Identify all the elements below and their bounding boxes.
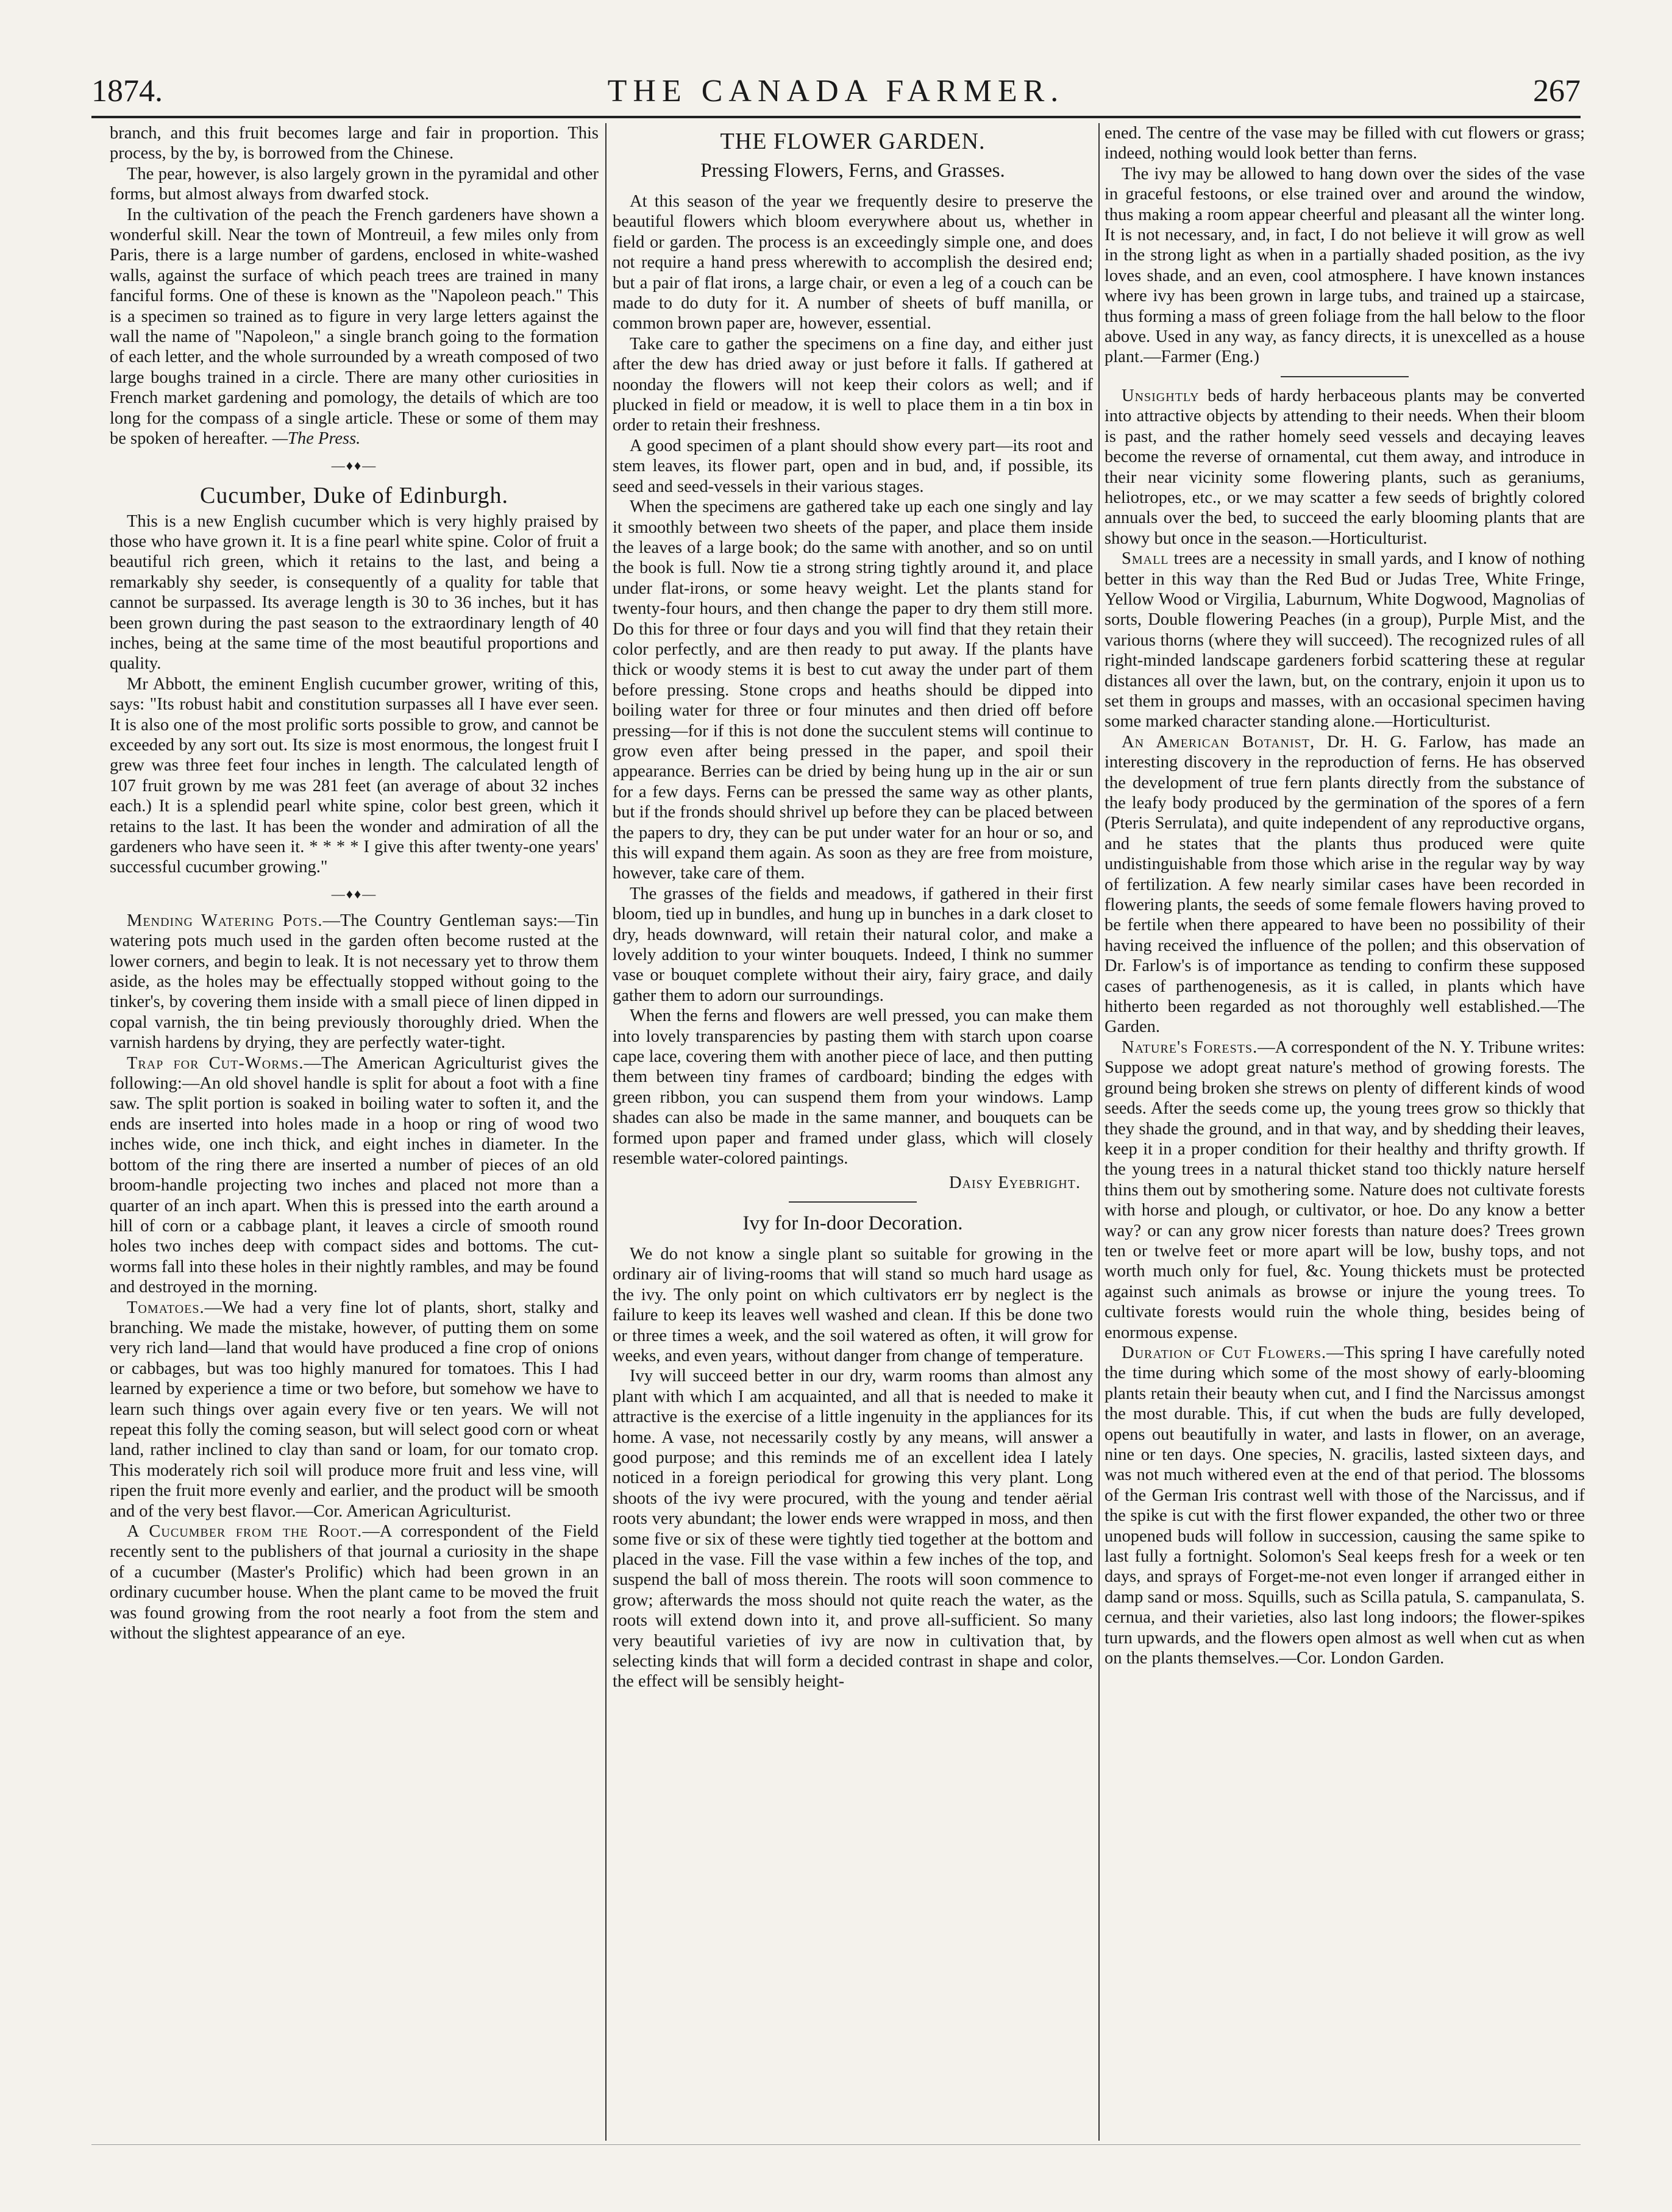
paragraph-text: Dr. H. G. Farlow, has made an interesting discovery in the reproduction of ferns. He has observed the development of true fern plants directly from the substance of the leafy body produced by the germination of the spores of a fern (Pteris Serrulata), and quite independent of any reproductive organs, and he states that the plants thus produced were quite undistinguishable from those which arise in the regular way by way of fertilization. A few nearly similar cases have been recorded in flowering plants, the seeds of some female flowers having proved to be fertile when there appeared to have been no possibility of their having received the influence of the pollen; and this observation of Dr. Farlow's is of importance as tending to confirm these supposed cases of parthenogenesis, as it is called, in plants which have hitherto been regarded as not thoroughly well established.—The Garden. [1105,732,1585,1037]
paragraph [1105,732,1585,1037]
column-divider [605,123,607,2141]
paragraph: Ivy will succeed better in our dry, warm rooms than almost any plant with which I am acquainted, and all that is needed to make it attractive is the exercise of a little ingenuity in the appliances for its home. A vase, not necessarily costly by any means, will answer a good purpose; and this reminds me of an excellent idea I lately noticed in a foreign periodical for growing this very plant. Long shoots of the ivy were procured, with the young and tender aërial roots very abundant; the lower ends were wrapped in moss, and then some five or six of these were tightly tied together at the bottom and placed in the vase. Fill the vase within a few inches of the top, and suspend the ball of moss therein. The roots will soon commence to grow; afterwards the moss should not quite reach the water, as the roots will extend down into it, and prove all-sufficient. So many very beautiful varieties of ivy are now in cultivation that, by selecting kinds that will form a decided contrast in shape and color, the effect will be sensibly height- [613,1367,1093,1691]
paragraph: When the ferns and flowers are well pressed, you can make them into lovely transparencies by pasting them with starch upon coarse cape lace, covering them with another piece of lace, and then putting them between tiny frames of cardboard; binding the edges with green ribbon, you can suspend them from your windows. Lamp shades can also be made in the same manner, and bouquets can be formed upon paper and framed under glass, which will closely resemble water-colored paintings. [613,1006,1093,1168]
masthead-year: 1874. [91,74,163,108]
masthead [91,73,1581,116]
page-number: 267 [1533,74,1581,108]
source-credit: —The Press. [272,429,361,449]
run-in-heading: Trap for Cut-Worms. [127,1053,304,1073]
paragraph [1105,1343,1585,1669]
paragraph: branch, and this fruit becomes large and fair in proportion. This process, by the by, is borrowed from the Chinese. [110,124,599,163]
paragraph [1105,386,1585,549]
run-in-heading: Tomatoes. [127,1298,205,1317]
paragraph [110,911,599,1053]
section-divider: —♦♦— [331,457,377,473]
paragraph: A good specimen of a plant should show every part—its root and stem leaves, its flower part, open and in bud, and, if possible, its seed and seed-vessels in their various stages. [613,436,1093,496]
masthead-rule [91,116,1581,118]
paragraph: The grasses of the fields and meadows, if gathered in their first bloom, tied up in bundles, and hung up in bunches in a dark closet to dry, heads downward, will retain their natural color, and make a lovely addition to your winter bouquets. Indeed, I think no summer vase or bouquet complete without their airy, fairy grace, and daily gather them to adorn our surroundings. [613,884,1093,1005]
article-heading: Cucumber, Duke of Edinburgh. [200,482,508,508]
run-in-heading: Unsightly [1122,386,1200,405]
section-heading: THE FLOWER GARDEN. [720,129,986,154]
run-in-heading: Nature's Forests. [1122,1037,1258,1057]
column-divider [1098,123,1100,2141]
run-in-heading: An American Botanist, [1122,732,1315,752]
paragraph [1105,1037,1585,1343]
paragraph-text: trees are a necessity in small yards, and I know of nothing better in this way than the Red Bud or Judas Tree, White Fringe, Yellow Wood or Virgilia, Laburnum, White Dogwood, Magnolias of sorts, Double flowering Peaches (in a group), Purple Mist, and the various thorns (where they will succeed). The recognized rules of all right-minded landscape gardeners forbid scattering these at regular distances all over the lawn, but, on the contrary, enjoin it upon us to set them in groups and masses, with an occasional specimen having some marked character standing alone.—Horticulturist. [1105,549,1585,731]
paragraph-text: —A correspondent of the Field recently sent to the publishers of that journal a curiosity in the shape of a cucumber (Master's Prolific) which had been grown in an ordinary cucumber house. When the plant came to be moved the fruit was found growing from the root nearly a foot from the stem and without the slightest appearance of an eye. [110,1522,599,1643]
paragraph: ened. The centre of the vase may be filled with cut flowers or grass; indeed, nothing would look better than ferns. [1105,124,1585,163]
paragraph [110,1298,599,1521]
section-rule [1281,376,1409,377]
paragraph-text: In the cultivation of the peach the French gardeners have shown a wonderful skill. Near the town of Montreuil, a few miles only from Paris, there is a large number of gardens, enclosed in white-washed walls, against the surface of which peach trees are trained in many fanciful forms. One of these is known as the "Napoleon peach." This is a specimen so trained as to figure in very large letters against the wall the name of "Napoleon," a single branch going to the formation of each letter, and the whole surrounded by a wreath composed of two large boughs trained in a circle. There are many other curiosities in French market gardening and pomology, the details of which are too long for the compass of a single article. These or some of them may be spoken of hereafter. [110,205,599,449]
run-in-heading: A Cucumber from the Root. [127,1522,363,1541]
paragraph: This is a new English cucumber which is very highly praised by those who have grown it. It is a fine pearl white spine. Color of fruit a beautiful rich green, which it retains to the last, and being a remarkably shy seeder, is consequently of a quality for table that cannot be surpassed. Its average length is 30 to 36 inches, but it has been grown during the past season to the extraordinary length of 40 inches, being at the same time of the most beautiful proportions and quality. [110,511,599,674]
section-rule [789,1201,917,1203]
paragraph: When the specimens are gathered take up each one singly and lay it smoothly between two sheets of the paper, and place them inside the leaves of a large book; do the same with another, and so on until the book is full. Now tie a strong string tightly around it, and place under flat-irons, or some heavy weight. Let the plants stand for twenty-four hours, and then change the paper to dry them still more. Do this for three or four days and you will find that they retain their color perfectly, and are then ready to put away. If the plants have thick or woody stems it is best to cut away the under part of them before pressing. Stone crops and heaths should be dipped into boiling water for three or four minutes and then dried off before pressing—for if this is not done the succulent stems will continue to grow even after being pressed in the paper, and spoil their appearance. Berries can be dried by being hung up in the air or sun for a few days. Ferns can be pressed the same way as other plants, but if the fronds should shrivel up before they can be placed between the papers to dry, they can be put under water for an hour or so, and this will expand them again. As soon as they are free from moisture, however, take care of them. [613,497,1093,883]
paragraph-text: —We had a very fine lot of plants, short, stalky and branching. We made the mistake, however, of putting them on some very rich land—land that would have produced a fine crop of onions or cabbages, but was too highly manured for tomatoes. This I had learned by experience a time or two before, but somehow we have to learn such things over again every five or ten years. We will not repeat this folly the coming season, but will select good corn or wheat land, rather inclined to clay than sand or loam, for our tomato crop. This moderately rich soil will produce more fruit and less vine, will ripen the fruit more evenly and earlier, and the product will be smooth and of the very best flavor.—Cor. American Agriculturist. [110,1298,599,1521]
paragraph [110,1521,599,1643]
run-in-heading: Duration of Cut Flowers. [1122,1343,1327,1362]
article-heading: Pressing Flowers, Ferns, and Grasses. [700,160,1005,182]
paragraph: Take care to gather the specimens on a fine day, and either just after the dew has dried away or just before it falls. If gathered at noonday the flowers will not keep their colors as well; and if plucked in field or meadow, it is well to place them in a tin box in order to retain their freshness. [613,334,1093,435]
paragraph [1105,549,1585,732]
paragraph [110,1053,599,1298]
column-right [1105,123,1585,1668]
column-middle [613,123,1093,1692]
run-in-heading: Small [1122,549,1169,569]
paragraph-text: —This spring I have carefully noted the time during which some of the most showy of early-blooming plants retain their beauty when cut, and I find the Narcissus amongst the most durable. This, if cut when the buds are fully developed, opens out beautifully in water, and lasts in flower, on an average, nine or ten days. One species, N. gracilis, lasted sixteen days, and was not much withered even at the end of that period. The blossoms of the German Iris contrast well with those of the Narcissus, and if the spike is cut with the first flower expanded, the other two or three unopened buds will follow in succession, causing the same spike to last fully a fortnight. Solomon's Seal keeps fresh for a week or ten days, and sprays of Forget-me-not even longer if arranged either in damp sand or moss. Squills, such as Scilla patula, S. campanulata, S. cernua, and their varieties, also last long indoors; the flower-spikes turn upwards, and the flowers open almost as well when cut as when on the plants themselves.—Cor. London Garden. [1105,1343,1585,1668]
paragraph-text: —A correspondent of the N. Y. Tribune writes: Suppose we adopt great nature's method of growing forests. The ground being broken she strews on plenty of different kinds of wood seeds. After the seeds come up, the young trees grow so thickly that they shade the ground, and in that way, and by shedding their leaves, keep it in a proper condition for their healthy and thrifty growth. If the young trees in a natural thicket stand too thickly nature herself thins them out by smothering some. Nature does not cultivate forests with horse and plough, or cultivator, or hoe. Do any know a better way? or can any grow nicer forests than nature does? Trees grown ten or twelve feet or more apart will be low, bushy tops, and not worth much only for fuel, &c. Young thickets must be protected against such animals as browse or injure the young trees. To cultivate forests would ruin the whole thing, besides being of enormous expense. [1105,1037,1585,1342]
paragraph [110,205,599,449]
paragraph-text: —The American Agriculturist gives the following:—An old shovel handle is split for about a foot with a fine saw. The split portion is soaked in boiling water to soften it, and the ends are inserted into holes made in a hoop or ring of wood two inches wide, one inch thick, and eight inches in diameter. In the bottom of the ring there are inserted a number of pieces of an old broom-handle projecting two inches and placed not more than a quarter of an inch apart. When this is pressed into the earth around a hill of corn or a cabbage plant, it leaves a circle of smooth round holes two inches deep with compact sides and bottoms. The cut-worms fall into these holes in their nightly rambles, and may be found and destroyed in the morning. [110,1053,599,1297]
run-in-heading: Mending Watering Pots. [127,911,323,930]
paragraph-text: beds of hardy herbaceous plants may be converted into attractive objects by attending to their needs. When their bloom is past, and the rather homely seed vessels and decaying leaves become the reverse of ornamental, cut them away, and introduce in their near vicinity some flowering plants, such as geraniums, heliotropes, etc., or we may scatter a few seeds of brightly colored annuals over the bed, to succeed the early blooming plants that are showy but once in the season.—Horticulturist. [1105,386,1585,548]
section-divider: —♦♦— [331,886,377,902]
author-signature: Daisy Eyebright. [948,1173,1081,1192]
column-left [110,123,599,1643]
paragraph: Mr Abbott, the eminent English cucumber grower, writing of this, says: "Its robust habit and constitution surpasses all I have ever seen. It is also one of the most prolific sorts possible to grow, and cannot be exceeded by any sort out. Its size is most enormous, the longest fruit I grew was three feet four inches in length. The calculated length of 107 fruit grown by me was 281 feet (an average of about 32 inches each.) It is a splendid pearl white spine, color best green, which it retains to the last. It has been the wonder and admiration of all the gardeners who have seen it. * * * * I give this after twenty-one years' successful cucumber growing." [110,674,599,877]
paragraph-text: —The Country Gentleman says:—Tin watering pots much used in the garden often become rusted at the lower corners, and begin to leak. It is not necessary yet to throw them aside, as the holes may be effectually stopped without going to the tinker's, by covering them inside with a small piece of linen dipped in copal varnish, the tin being previously thoroughly dried. When the varnish hardens by drying, they are perfectly water-tight. [110,911,599,1053]
paragraph: At this season of the year we frequently desire to preserve the beautiful flowers which bloom everywhere about us, whether in field or garden. The process is an exceedingly simple one, and does not require a hand press wherewith to accomplish the desired end; but a pair of flat irons, a large chair, or even a leg of a couch can be made to do duty for it. A number of sheets of buff manilla, or common brown paper are, however, essential. [613,192,1093,333]
page-bottom-rule [91,2144,1581,2145]
masthead-title: THE CANADA FARMER. [607,74,1065,108]
paragraph: The ivy may be allowed to hang down over the sides of the vase in graceful festoons, or else trained over and around the window, thus making a room appear cheerful and pleasant all the winter long. It is not necessary, and, in fact, I do not believe it will grow as well in the strong light as when in a partially shaded position, as the ivy loves shade, and an even, cool atmosphere. I have known instances where ivy has been grown in large tubs, and trained up a staircase, thus forming a mass of green foliage from the hall below to the floor above. Used in any way, as fancy directs, it is unexcelled as a house plant.—Farmer (Eng.) [1105,164,1585,367]
paragraph: We do not know a single plant so suitable for growing in the ordinary air of living-rooms that will stand so much hard usage as the ivy. The only point on which cultivators err by neglect is the failure to keep its leaves well washed and clean. If this be done two or three times a week, and the soil watered as often, it will grow for weeks, and even years, without danger from change of temperature. [613,1244,1093,1365]
paragraph: The pear, however, is also largely grown in the pyramidal and other forms, but almost always from dwarfed stock. [110,164,599,204]
article-heading: Ivy for In-door Decoration. [742,1212,963,1234]
